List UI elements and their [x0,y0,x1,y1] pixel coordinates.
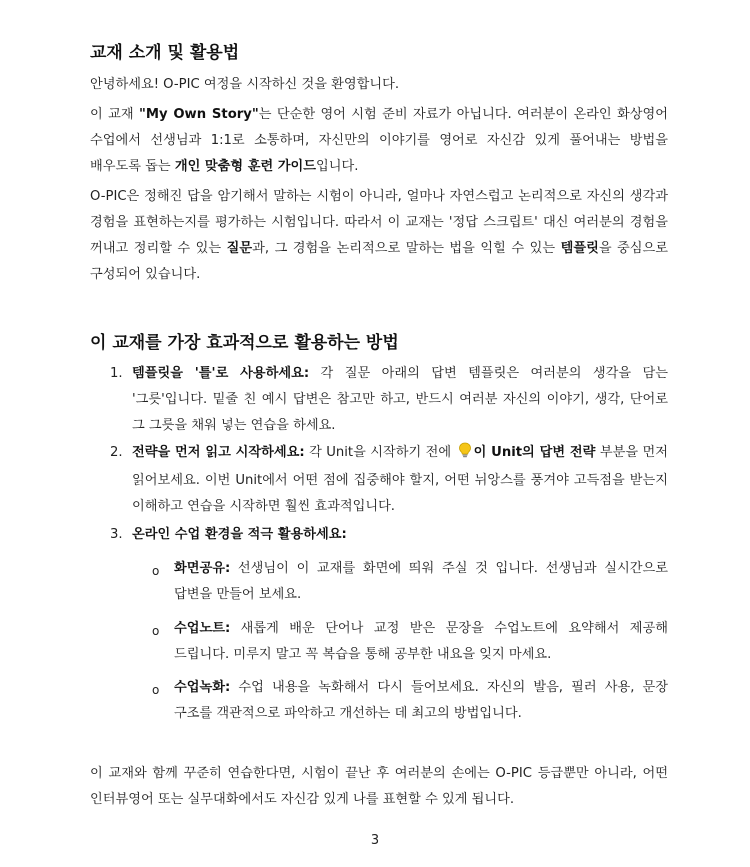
text-run: 과, 그 경험을 논리적으로 말하는 법을 익힐 수 있는 [252,241,561,256]
sub-item-heading: 수업노트: [174,621,231,636]
sub-bullet: o [152,624,160,638]
text-run: 이 교재 [90,107,139,122]
sub-item-text: 선생님이 이 교재를 화면에 띄워 주실 것 입니다. 선생님과 실시간으로 답변을 만들어 보세요. [174,561,668,602]
bold-word-template: 템플릿 [560,241,599,256]
book-title-bold: "My Own Story" [138,107,259,122]
text-run: 는 단순한 영어 시험 준비 자료가 아닙니다. 여러분이 온라인 화상영어 수업에서 선생님과 1:1로 소통하며, 자신만의 이야기를 영어로 자신감 있게 풀어내는 방법을 배우도록 돕는 [90,107,668,174]
list-item-text: 부분을 먼저 읽어보세요. 이번 Unit에서 어떤 점에 집중해야 할지, 어떤 뉘앙스를 풍겨야 고득점을 받는지 이해하고 연습을 시작하면 훨씬 효과적입니다. [132,445,668,514]
sub-item-text: 새롭게 배운 단어나 교정 받은 문장을 수업노트에 요약해서 제공해 드립니다. 미루지 말고 꼭 복습을 통해 공부한 내요을 잊지 마세요. [174,621,668,662]
list-item-3 [132,522,668,548]
bold-phrase: 이 Unit의 답변 전략 [473,445,596,460]
list-item-text: 각 Unit을 시작하기 전에 [304,445,456,460]
list-number: 1. [110,366,123,381]
list-item-2 [132,440,668,520]
list-item-text: 각 질문 아래의 답변 템플릿은 여러분의 생각을 담는 '그릇'입니다. 밑줄 친 예시 답변은 참고만 하고, 반드시 여러분 자신의 이야기, 생각, 단어로 그 그릇을 채워 넣는 연습을 하세요. [132,366,668,433]
section-title-usage: 이 교재를 가장 효과적으로 활용하는 방법 [90,333,399,353]
bold-word-question: 질문 [226,241,253,256]
list-number: 2. [110,445,123,460]
sub-item-text: 수업 내용을 녹화해서 다시 들어보세요. 자신의 발음, 필러 사용, 문장 구조를 객관적으로 파악하고 개선하는 데 최고의 방법입니다. [174,680,668,721]
sub-item-heading: 수업녹화: [174,680,231,695]
greeting-paragraph: 안녕하세요! O-PIC 여정을 시작하신 것을 환영합니다. [90,77,400,92]
text-run: 입니다. [316,159,359,174]
sub-item-recording [174,675,668,727]
closing-paragraph: 이 교재와 함께 꾸준히 연습한다면, 시험이 끝난 후 여러분의 손에는 O-PIC 등급뿐만 아니라, 어떤 인터뷰영어 또는 실무대화에서도 자신감 있게 나를 표현할 수 있게 됩니다. [90,766,668,807]
list-item-heading: 템플릿을 '틀'로 사용하세요: [132,366,310,381]
lightbulb-icon [458,442,472,468]
sub-bullet: o [152,683,160,697]
text-run: 을 중심으로 구성되어 있습니다. [90,241,669,282]
list-number: 3. [110,527,123,542]
sub-item-heading: 화면공유: [174,561,231,576]
sub-bullet: o [152,564,160,578]
intro-paragraph-2 [90,184,668,288]
sub-item-class-notes [174,616,668,668]
list-item-1 [132,361,668,439]
intro-paragraph-1 [90,102,668,180]
bold-phrase: 개인 맞춤형 훈련 가이드 [174,159,316,174]
text-run: O-PIC은 정해진 답을 암기해서 말하는 시험이 아니라, 얼마나 자연스럽고 논리적으로 자신의 생각과 경험을 표현하는지를 평가하는 시험입니다. 따라서 이 교재는 '정답 스크립트' 대신 여러분의 경험을 꺼내고 정리할 수 있는 [90,189,668,256]
sub-item-screen-share [174,556,668,608]
section-title-intro: 교재 소개 및 활용법 [90,43,240,63]
page-number: 3 [370,833,380,848]
list-item-heading: 온라인 수업 환경을 적극 활용하세요: [132,527,347,542]
list-item-heading: 전략을 먼저 읽고 시작하세요: [132,445,305,460]
